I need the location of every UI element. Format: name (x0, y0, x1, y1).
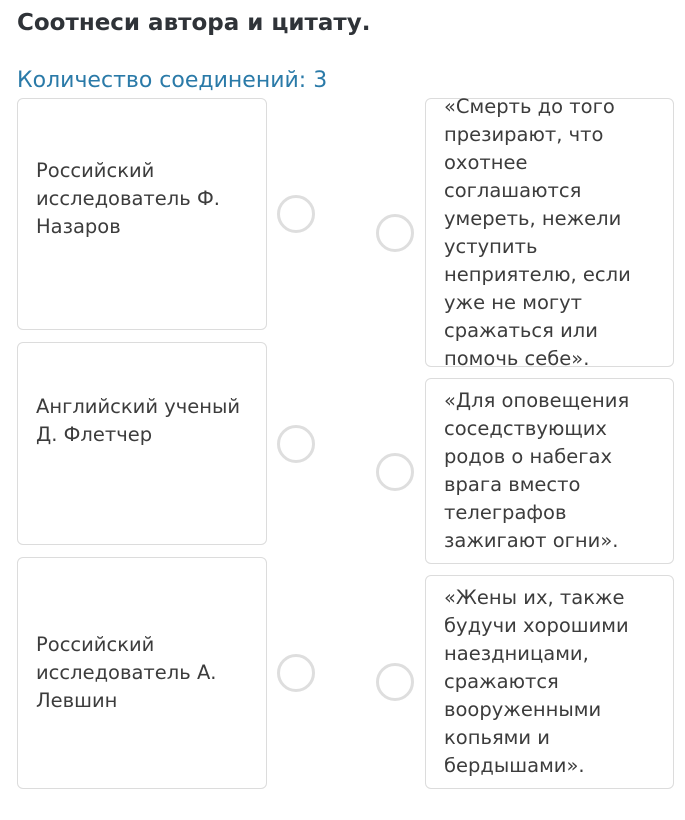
quote-text: «Смерть до того презирают, что охотнее соглашаются умереть, нежели уступить неприятелю, если уже не могут сражаться или помочь себе». (444, 94, 631, 370)
quote-card-2[interactable] (425, 378, 674, 564)
quote-connector-3[interactable] (376, 663, 414, 701)
quote-text: «Для оповещения соседствующих родов о набегах врага вместо телеграфов зажигают огни». (444, 389, 630, 552)
quote-card-1[interactable] (425, 94, 674, 370)
quote-connector-2[interactable] (376, 453, 414, 491)
quote-connector-1[interactable] (376, 214, 414, 252)
quote-card-3[interactable] (425, 575, 674, 789)
author-connector-2[interactable] (277, 425, 315, 463)
quote-text: «Жены их, также будучи хорошими наездницами, сражаются вооруженными копьями и бердышами». (444, 586, 629, 777)
connections-count: Количество соединений: 3 (17, 68, 328, 93)
author-connector-3[interactable] (277, 654, 315, 692)
author-connector-1[interactable] (277, 195, 315, 233)
author-text: Английский ученый Д. Флетчер (36, 395, 241, 446)
task-title: Соотнеси автора и цитату. (17, 10, 371, 36)
author-card-2[interactable] (17, 342, 267, 545)
author-card-3[interactable] (17, 557, 267, 789)
author-card-1[interactable] (17, 98, 267, 330)
author-text: Российский исследователь Ф. Назаров (36, 159, 220, 238)
author-text: Российский исследователь А. Левшин (36, 633, 217, 712)
